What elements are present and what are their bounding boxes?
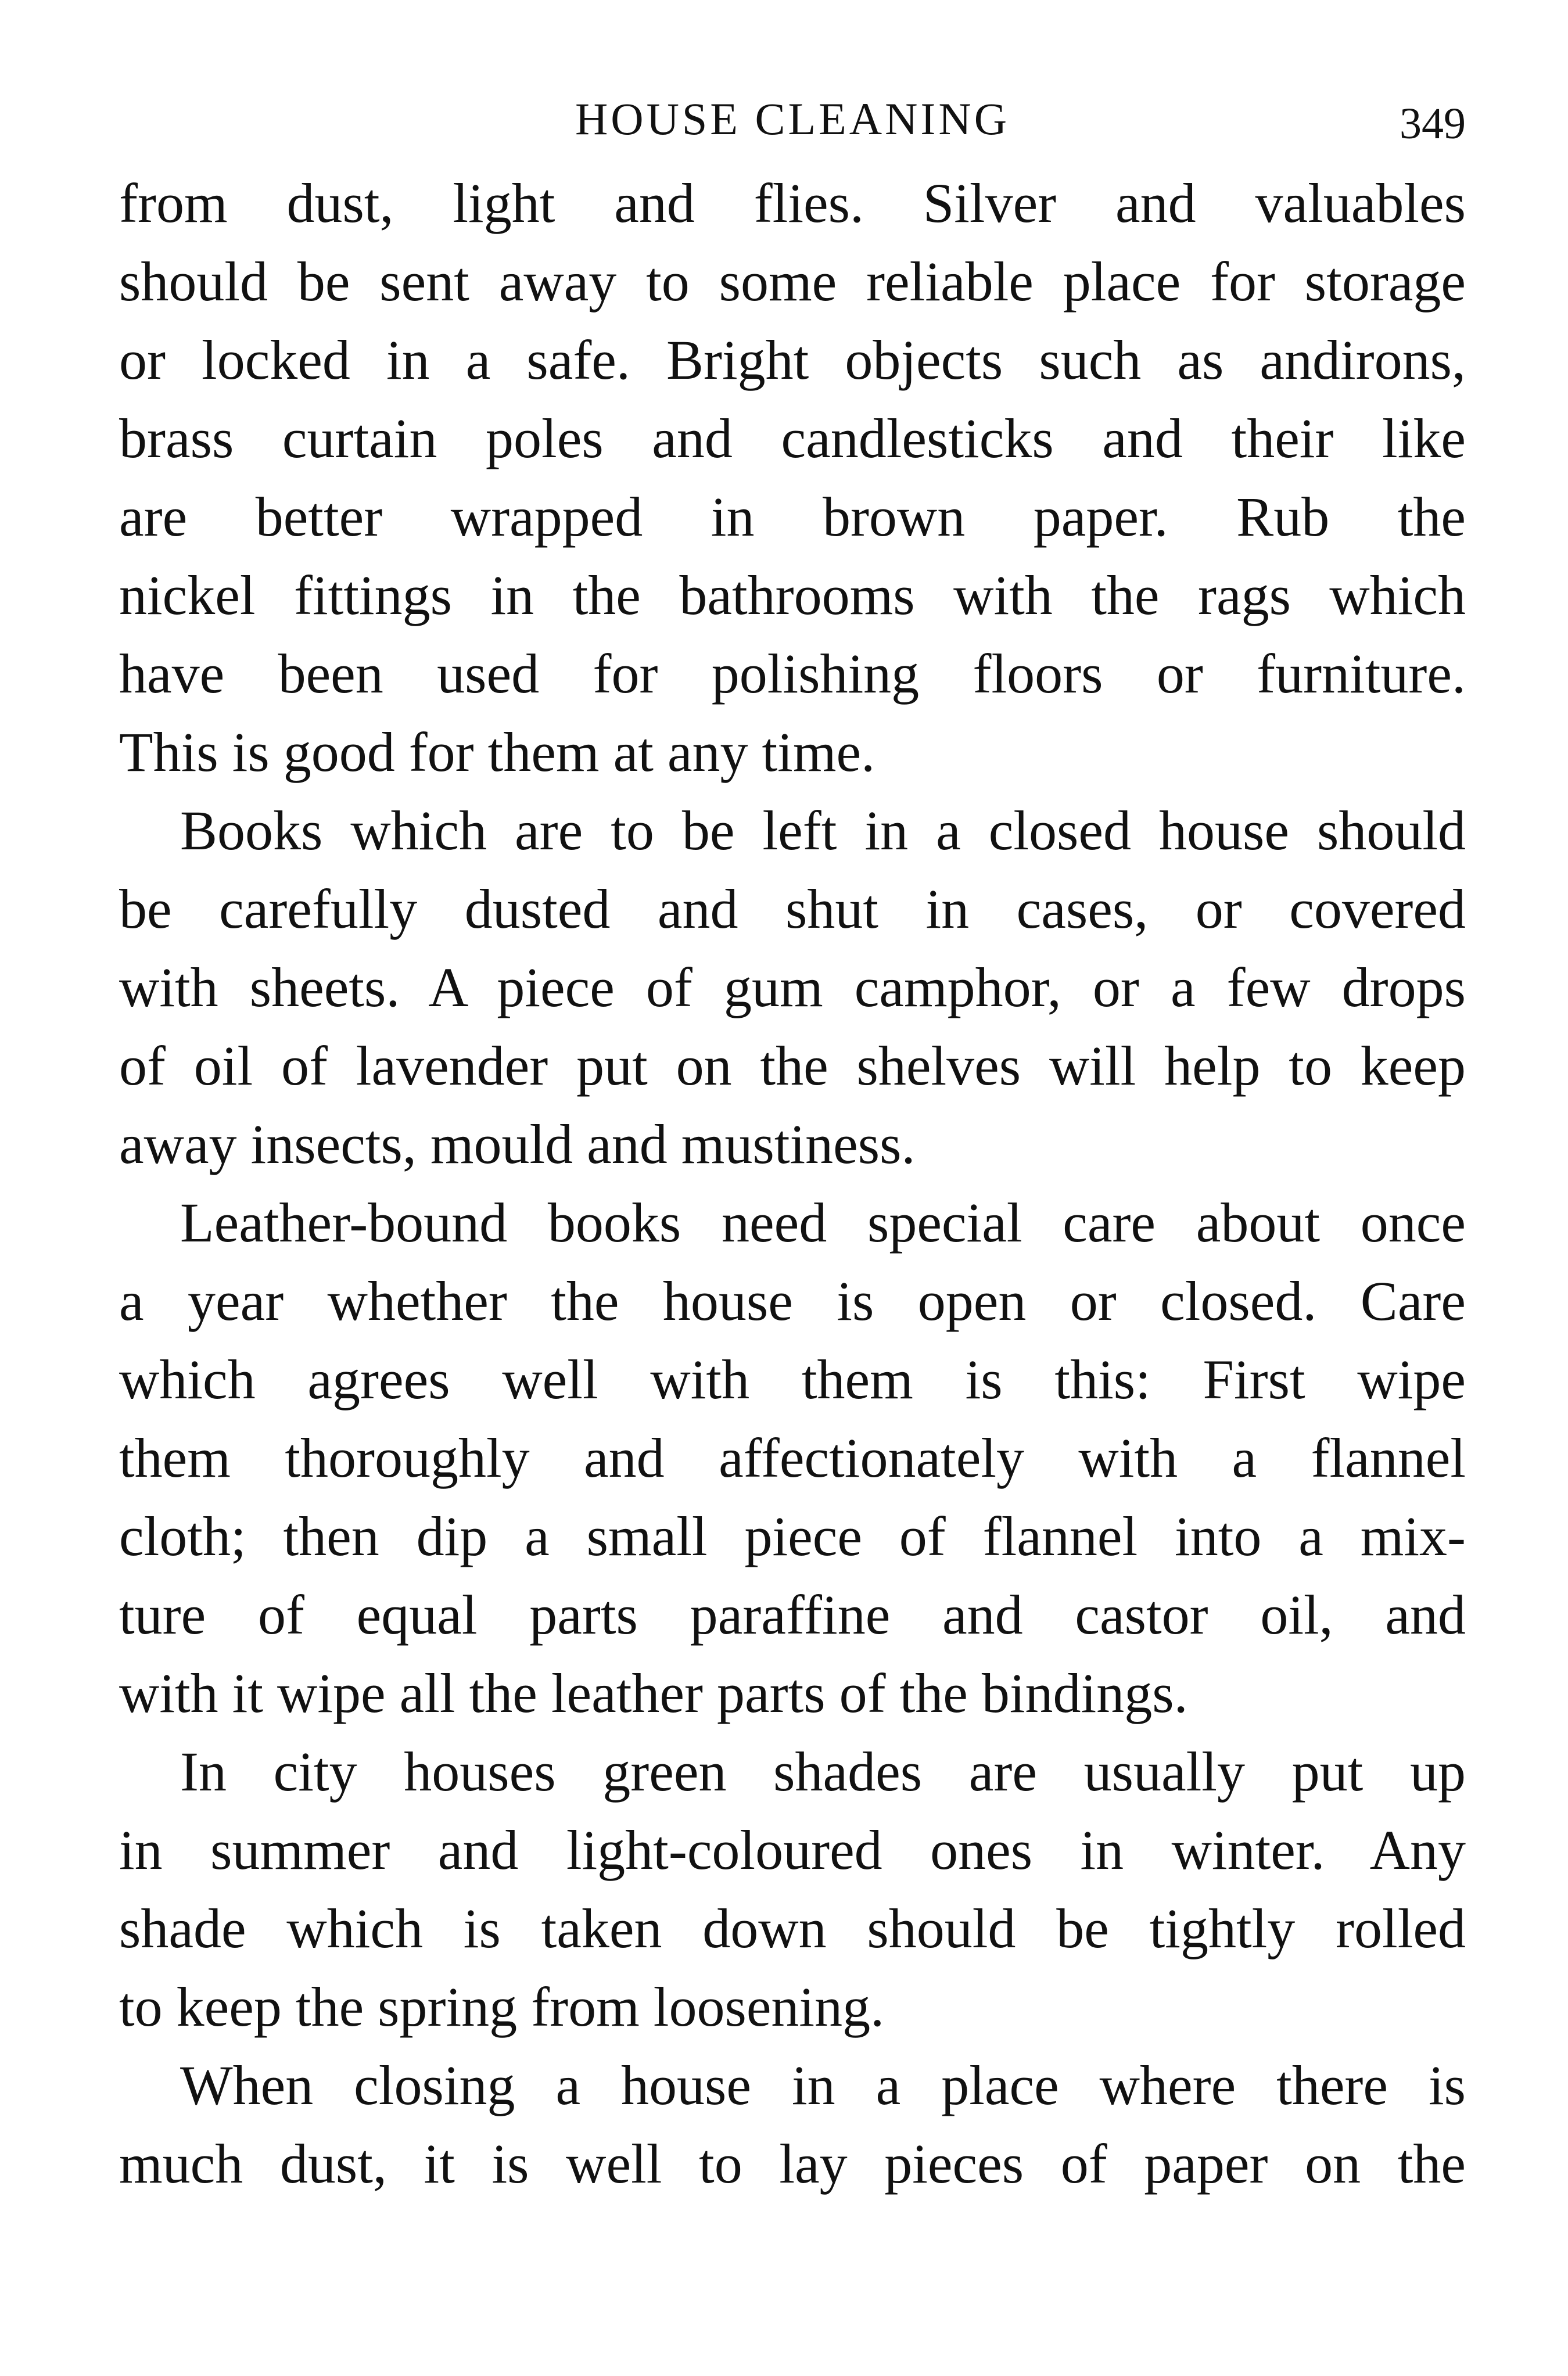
- page-header: [119, 87, 1466, 151]
- text-line: When closing a house in a place where there is: [180, 2054, 1466, 2116]
- text-line: to keep the spring from loosening.: [119, 1976, 885, 2038]
- text-line: Books which are to be left in a closed house should: [180, 799, 1466, 862]
- text-line: them thoroughly and affectionately with a flannel: [119, 1427, 1466, 1489]
- text-line: ture of equal parts paraffine and castor oil, and: [119, 1584, 1466, 1646]
- paragraph-continued: [119, 164, 1466, 791]
- paragraph-dust: [119, 2046, 1466, 2203]
- text-line: much dust, it is well to lay pieces of paper on the: [119, 2133, 1466, 2195]
- text-line: with it wipe all the leather parts of the bindings.: [119, 1662, 1188, 1724]
- text-line: which agrees well with them is this: First wipe: [119, 1348, 1466, 1410]
- text-line: away insects, mould and mustiness.: [119, 1113, 916, 1175]
- text-line: This is good for them at any time.: [119, 721, 876, 783]
- paragraph-leather-books: [119, 1183, 1466, 1732]
- paragraph-books: [119, 791, 1466, 1183]
- text-line: or locked in a safe. Bright objects such as andirons,: [119, 329, 1466, 391]
- running-title: HOUSE CLEANING: [575, 94, 1010, 144]
- text-line: Leather-bound books need special care about once: [180, 1191, 1466, 1254]
- text-line: have been used for polishing floors or furniture.: [119, 643, 1466, 705]
- text-line: In city houses green shades are usually put up: [180, 1740, 1466, 1803]
- text-line: cloth; then dip a small piece of flannel into a mix-: [119, 1505, 1466, 1567]
- body-text: [119, 164, 1466, 2203]
- text-line: of oil of lavender put on the shelves will help to keep: [119, 1035, 1466, 1097]
- text-line: with sheets. A piece of gum camphor, or a few drops: [119, 956, 1466, 1018]
- text-line: shade which is taken down should be tightly rolled: [119, 1897, 1466, 1959]
- text-line: should be sent away to some reliable place for storage: [119, 250, 1466, 313]
- paragraph-shades: [119, 1732, 1466, 2046]
- page-number: 349: [1400, 99, 1466, 148]
- text-line: are better wrapped in brown paper. Rub the: [119, 486, 1466, 548]
- text-line: in summer and light-coloured ones in winter. Any: [119, 1819, 1466, 1881]
- text-line: be carefully dusted and shut in cases, or covered: [119, 878, 1466, 940]
- text-line: from dust, light and flies. Silver and valuables: [119, 172, 1466, 234]
- text-line: a year whether the house is open or closed. Care: [119, 1270, 1466, 1332]
- text-line: brass curtain poles and candlesticks and their like: [119, 407, 1466, 469]
- text-line: nickel fittings in the bathrooms with the rags which: [119, 564, 1466, 626]
